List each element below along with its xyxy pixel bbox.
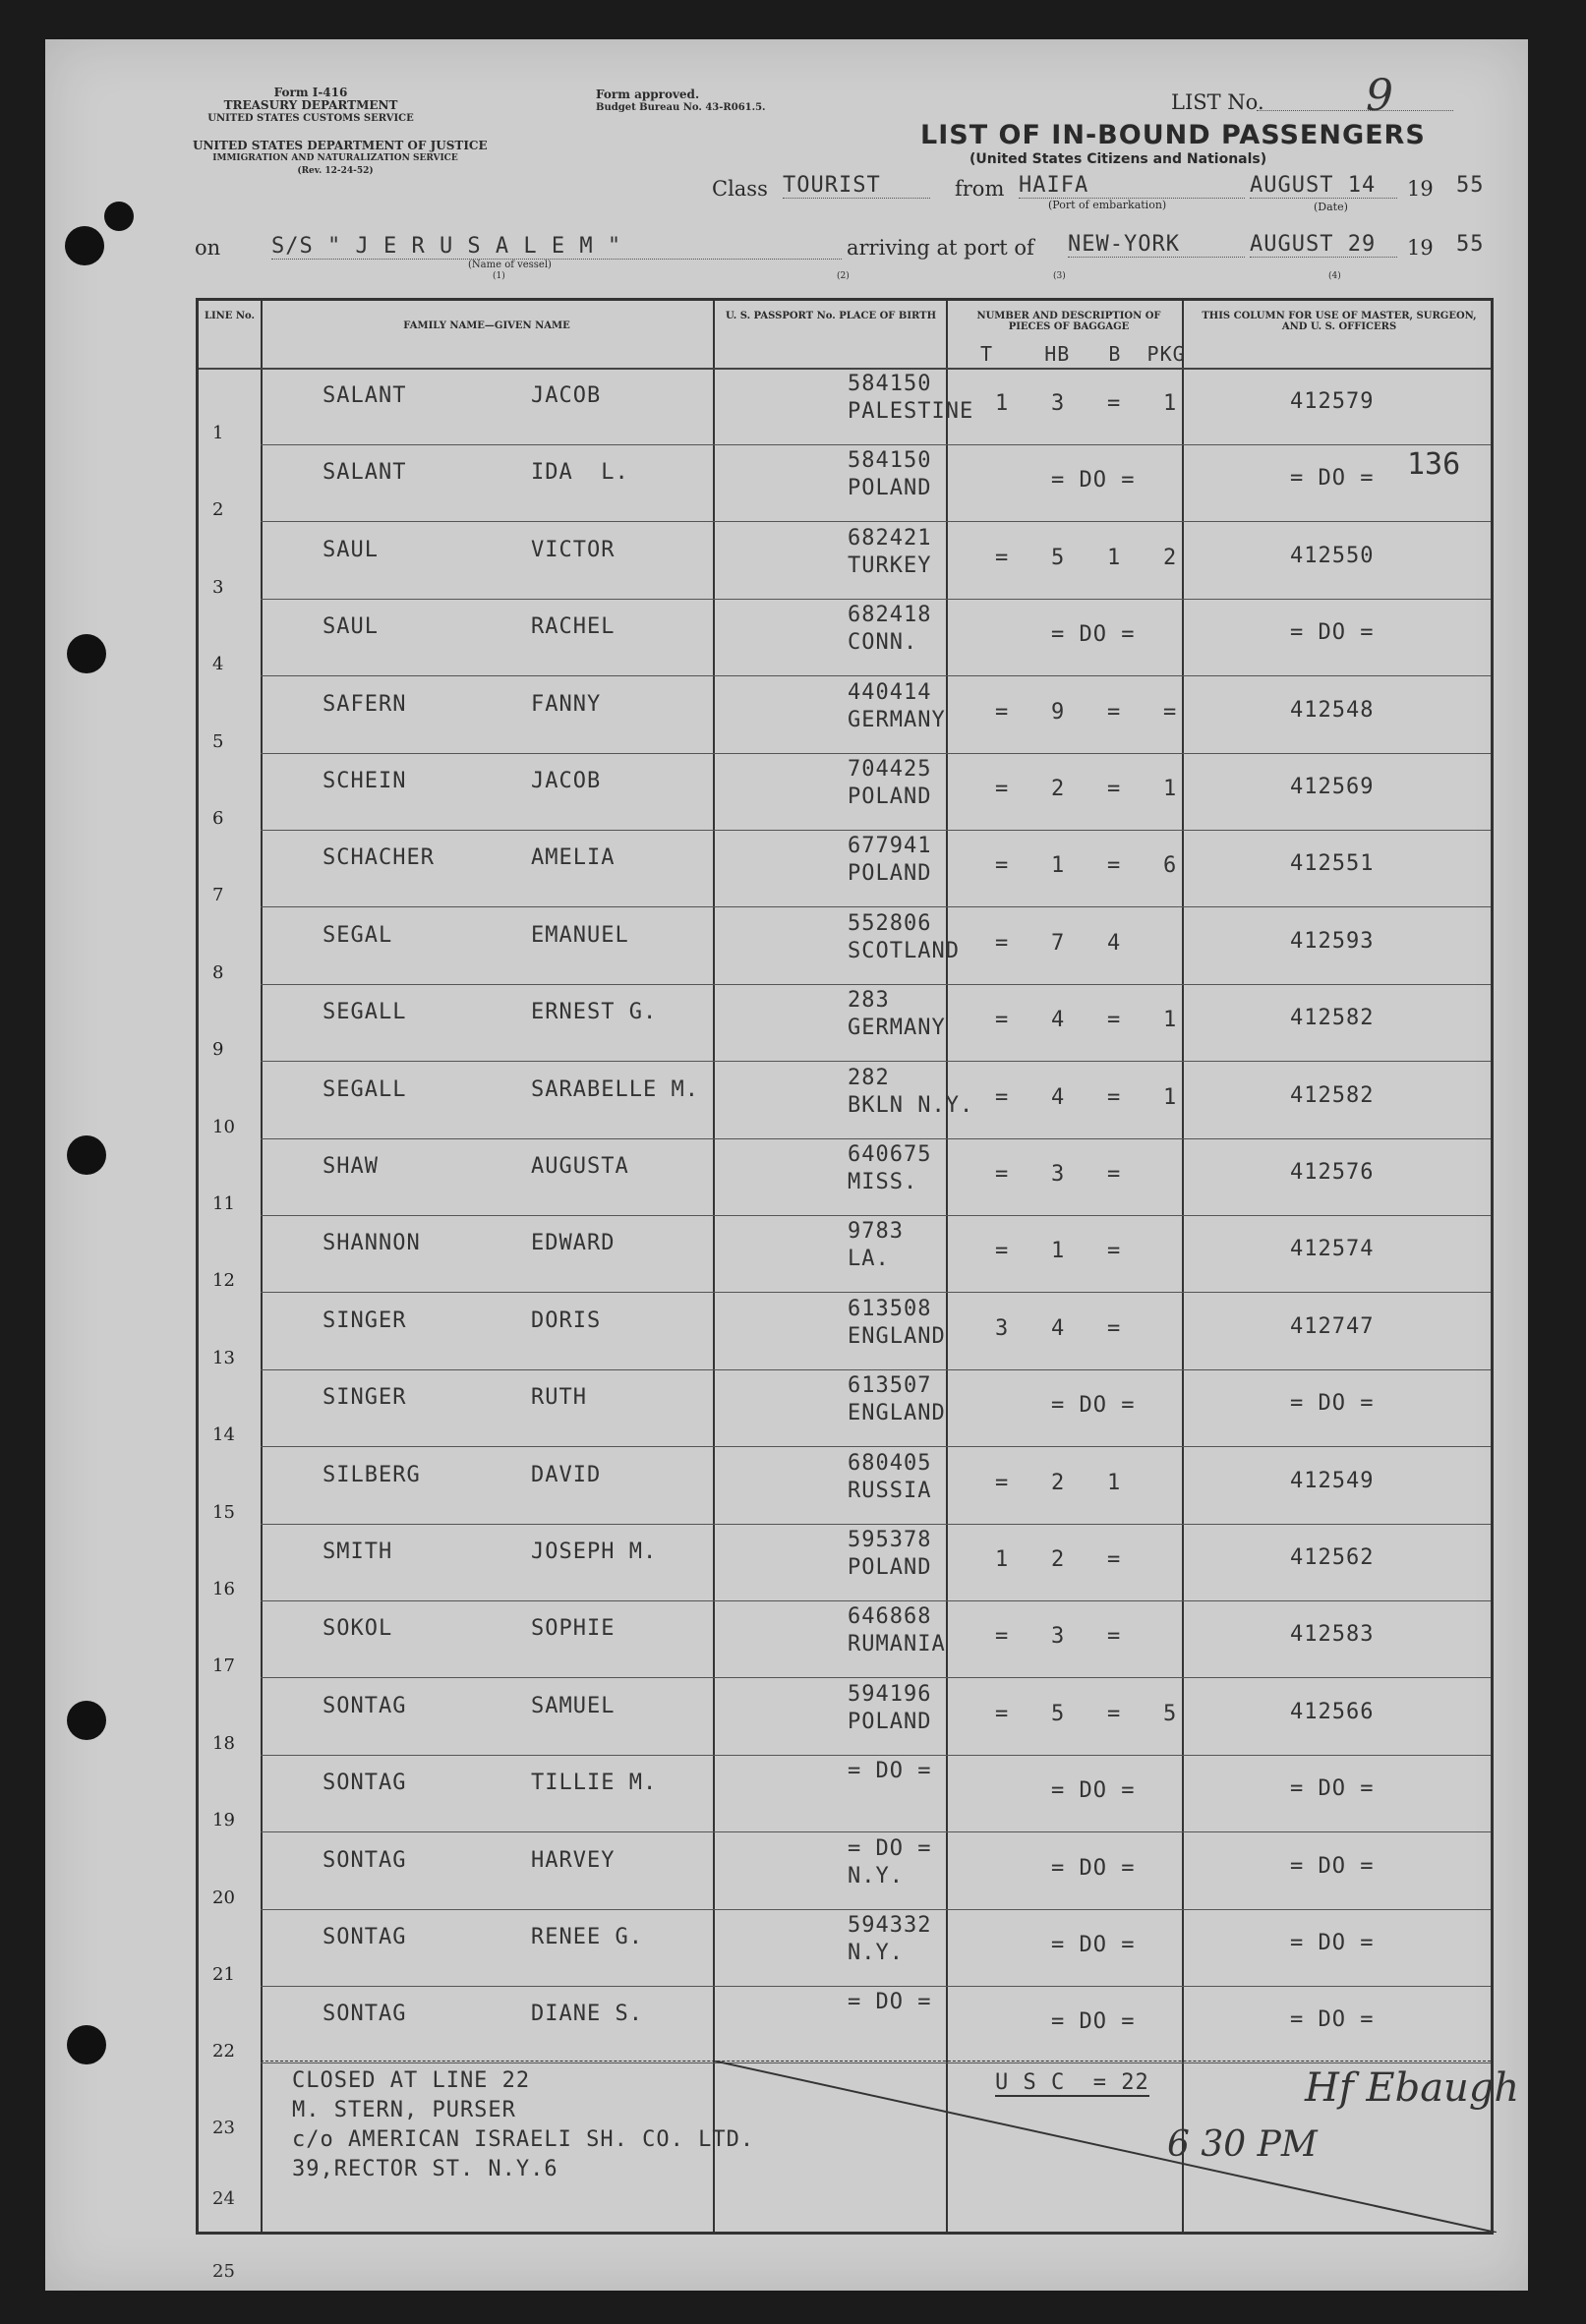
family-name: SONTAG: [323, 1693, 407, 1718]
justice-header: [193, 139, 488, 178]
line-number: 8: [212, 961, 224, 983]
family-name: SOKOL: [323, 1616, 393, 1642]
family-name: SALANT: [323, 383, 407, 408]
given-name: FANNY: [531, 691, 602, 717]
vessel-caption: (Name of vessel): [468, 260, 552, 270]
page-title: LIST OF IN-BOUND PASSENGERS: [920, 120, 1426, 150]
given-name: RUTH: [531, 1385, 587, 1411]
place-of-birth: N.Y.: [848, 1863, 904, 1888]
given-name: IDA L.: [531, 460, 629, 486]
table-row: [199, 1911, 1491, 1986]
family-name: SINGER: [323, 1385, 407, 1411]
closing-line-3: c/o AMERICAN ISRAELI SH. CO. LTD.: [292, 2127, 755, 2152]
punch-hole: [67, 1135, 106, 1175]
table-row: [199, 601, 1491, 675]
passport-number: 9783: [848, 1219, 904, 1245]
line-number: 15: [212, 1501, 235, 1523]
row-divider: [261, 1138, 1491, 1139]
place-of-birth: ENGLAND: [848, 1323, 946, 1349]
officer-number: 412550: [1290, 543, 1375, 568]
line-number: 18: [212, 1732, 235, 1754]
officer-number: = DO =: [1290, 466, 1375, 492]
given-name: SAMUEL: [531, 1693, 616, 1718]
passport-number: 594332: [848, 1913, 932, 1938]
date-caption: (Date): [1314, 201, 1348, 213]
col-head-baggage-sub: T HB B PKG: [980, 342, 1186, 366]
passport-number: 595378: [848, 1528, 932, 1552]
document-page: [45, 39, 1528, 2291]
line-number: 7: [212, 885, 224, 906]
officer-number: 412548: [1290, 697, 1375, 723]
place-of-birth: BKLN N.Y.: [848, 1092, 974, 1118]
line-number: 24: [212, 2188, 235, 2209]
baggage-description: = DO =: [995, 622, 1136, 648]
row-divider: [261, 1369, 1491, 1370]
line-number: 19: [212, 1810, 235, 1831]
place-of-birth: PALESTINE: [848, 399, 974, 424]
row-divider: [261, 753, 1491, 754]
col-num-2: (2): [837, 271, 850, 281]
line-number: 25: [212, 2261, 235, 2282]
row-divider: [261, 444, 1491, 445]
closing-diagonal: [713, 2061, 1497, 2233]
officer-number: = DO =: [1290, 1391, 1375, 1417]
row-divider: [261, 521, 1491, 522]
baggage-description: = 5 = 5: [995, 1701, 1178, 1726]
given-name: DIANE S.: [531, 2002, 643, 2027]
rev-label: (Rev. 12-24-52): [297, 166, 374, 176]
approved-label: Form approved.: [596, 87, 700, 101]
passport-number: 682418: [848, 603, 932, 628]
from-label: from: [955, 177, 1005, 201]
family-name: SCHACHER: [323, 845, 435, 871]
table-row: [199, 1680, 1491, 1755]
col-num-3: (3): [1053, 271, 1066, 281]
col-head-line: LINE No.: [204, 311, 256, 321]
row-divider: [261, 830, 1491, 831]
table-row: [199, 986, 1491, 1061]
table-row: [199, 1526, 1491, 1600]
family-name: SONTAG: [323, 1925, 407, 1949]
baggage-description: 3 4 =: [995, 1315, 1122, 1341]
baggage-description: = 9 = =: [995, 699, 1178, 725]
given-name: DAVID: [531, 1462, 602, 1487]
line-number: 4: [212, 654, 224, 675]
row-divider: [261, 1292, 1491, 1293]
line-number: 2: [212, 499, 224, 521]
passport-number: 677941: [848, 834, 932, 859]
line-number: 21: [212, 1964, 235, 1985]
place-of-birth: RUMANIA: [848, 1632, 946, 1657]
table-row: [199, 1988, 1491, 2063]
place-of-birth: TURKEY: [848, 552, 932, 578]
page-subtitle: (United States Citizens and Nationals): [969, 151, 1267, 167]
officer-number: = DO =: [1290, 1853, 1375, 1879]
line-number: 20: [212, 1887, 235, 1908]
officer-number: 412551: [1290, 851, 1375, 877]
row-divider: [261, 675, 1491, 676]
passport-number: 440414: [848, 679, 932, 705]
officer-number: = DO =: [1290, 1931, 1375, 1955]
arriving-label: arriving at port of: [847, 236, 1034, 260]
punch-hole: [67, 1701, 106, 1740]
passport-number: 282: [848, 1065, 890, 1090]
given-name: ERNEST G.: [531, 1000, 658, 1025]
given-name: RENEE G.: [531, 1925, 643, 1949]
line-number: 3: [212, 576, 224, 598]
table-row: [199, 1064, 1491, 1138]
list-no-label: LIST No.: [1171, 90, 1264, 114]
line-number: 16: [212, 1579, 235, 1599]
port-value: NEW-YORK: [1068, 232, 1245, 258]
baggage-description: = DO =: [995, 1933, 1136, 1957]
officer-number: 412582: [1290, 1082, 1375, 1108]
usc-total: U S C = 22: [995, 2070, 1149, 2095]
row-divider: [261, 1677, 1491, 1678]
place-of-birth: GERMANY: [848, 1016, 946, 1041]
vessel-value: S/S " J E R U S A L E M ": [271, 234, 842, 260]
place-of-birth: POLAND: [848, 1709, 932, 1734]
baggage-description: 1 3 = 1: [995, 391, 1178, 416]
family-name: SMITH: [323, 1540, 393, 1564]
officer-number: 412583: [1290, 1622, 1375, 1648]
baggage-description: = DO =: [995, 1855, 1136, 1881]
line-number: 1: [212, 423, 224, 443]
place-of-birth: POLAND: [848, 1555, 932, 1580]
line-number: 17: [212, 1656, 235, 1677]
row-divider: [261, 1831, 1491, 1832]
baggage-description: = DO =: [995, 1393, 1136, 1419]
row-divider: [261, 1755, 1491, 1756]
col-head-officers: THIS COLUMN FOR USE OF MASTER, SURGEON, AND U. S. OFFICERS: [1202, 311, 1477, 332]
place-of-birth: N.Y.: [848, 1941, 904, 1965]
officer-number: 412574: [1290, 1237, 1375, 1262]
baggage-description: = 2 1: [995, 1470, 1122, 1495]
form-number: Form I-416: [273, 86, 348, 99]
line-number: 22: [212, 2041, 235, 2063]
given-name: TILLIE M.: [531, 1771, 658, 1796]
customs-label: UNITED STATES CUSTOMS SERVICE: [207, 113, 414, 124]
row-divider: [261, 906, 1491, 907]
given-name: JOSEPH M.: [531, 1540, 658, 1564]
row-divider: [261, 1524, 1491, 1525]
class-value: TOURIST: [783, 173, 930, 199]
line-number: 14: [212, 1424, 235, 1446]
family-name: SINGER: [323, 1307, 407, 1333]
form-approved: [596, 88, 766, 114]
baggage-description: 1 2 =: [995, 1547, 1122, 1572]
officer-number: 412747: [1290, 1313, 1375, 1339]
place-of-birth: POLAND: [848, 861, 932, 887]
line-number: 13: [212, 1347, 235, 1368]
officer-number: = DO =: [1290, 1776, 1375, 1802]
given-name: SARABELLE M.: [531, 1076, 699, 1102]
row-divider: [261, 1061, 1491, 1062]
officer-number: 412576: [1290, 1160, 1375, 1185]
row-divider: [261, 1986, 1491, 1987]
row-divider: [261, 599, 1491, 600]
passport-number: 613508: [848, 1296, 932, 1321]
date1-value: AUGUST 14: [1250, 173, 1397, 199]
table-row: [199, 755, 1491, 830]
passport-number: = DO =: [848, 1835, 932, 1861]
officer-signature: Hf Ebaugh: [1305, 2065, 1520, 2111]
baggage-description: = DO =: [995, 1778, 1136, 1804]
table-row: [199, 1295, 1491, 1369]
table-row: [199, 446, 1491, 521]
passport-number: 594196: [848, 1681, 932, 1707]
family-name: SAUL: [323, 614, 379, 640]
passport-number: 682421: [848, 525, 932, 551]
line-number: 12: [212, 1270, 235, 1292]
passport-number: 704425: [848, 757, 932, 782]
place-of-birth: MISS.: [848, 1170, 918, 1194]
passport-number: 640675: [848, 1142, 932, 1167]
baggage-description: = 3 =: [995, 1162, 1122, 1187]
justice-label: UNITED STATES DEPARTMENT OF JUSTICE: [193, 139, 488, 152]
year-prefix-2: 19: [1407, 236, 1434, 260]
baggage-description: = 1 =: [995, 1239, 1122, 1264]
officer-number: = DO =: [1290, 2007, 1375, 2033]
family-name: SONTAG: [323, 2002, 407, 2027]
place-of-birth: POLAND: [848, 784, 932, 809]
punch-hole: [67, 2025, 106, 2064]
table-row: [199, 524, 1491, 599]
treasury-label: TREASURY DEPARTMENT: [223, 98, 398, 112]
given-name: RACHEL: [531, 614, 616, 640]
baggage-description: = 4 = 1: [995, 1008, 1178, 1033]
given-name: JACOB: [531, 769, 602, 793]
passport-number: 552806: [848, 910, 932, 936]
table-row: [199, 678, 1491, 753]
table-row: [199, 1140, 1491, 1215]
list-no-value: 9: [1366, 71, 1393, 121]
place-of-birth: ENGLAND: [848, 1401, 946, 1426]
ins-label: IMMIGRATION AND NATURALIZATION SERVICE: [212, 153, 458, 163]
line-number: 23: [212, 2118, 235, 2138]
place-of-birth: POLAND: [848, 476, 932, 501]
family-name: SILBERG: [323, 1462, 421, 1487]
officer-number: 412579: [1290, 389, 1375, 414]
embark-caption: (Port of embarkation): [1048, 199, 1167, 211]
given-name: DORIS: [531, 1307, 602, 1333]
closing-line-2: M. STERN, PURSER: [292, 2098, 516, 2122]
line-number: 11: [212, 1193, 235, 1214]
table-row: [199, 1757, 1491, 1831]
passport-number: 613507: [848, 1373, 932, 1399]
line-number: 9: [212, 1039, 224, 1061]
count-annotation: 136: [1407, 447, 1461, 482]
col-num-1: (1): [493, 271, 505, 281]
officer-number: 412562: [1290, 1545, 1375, 1570]
family-name: SCHEIN: [323, 769, 407, 793]
class-label: Class: [712, 177, 768, 201]
given-name: VICTOR: [531, 537, 616, 562]
family-name: SHAW: [323, 1154, 379, 1179]
punch-hole: [104, 202, 134, 231]
passenger-table: [196, 298, 1520, 2282]
closing-line-1: CLOSED AT LINE 22: [292, 2068, 531, 2093]
family-name: SHANNON: [323, 1231, 421, 1256]
date2-value: AUGUST 29: [1250, 232, 1397, 258]
table-row: [199, 1834, 1491, 1909]
table-row: [199, 370, 1491, 444]
closing-line-4: 39,RECTOR ST. N.Y.6: [292, 2157, 558, 2181]
row-divider: [261, 984, 1491, 985]
family-name: SAUL: [323, 537, 379, 562]
place-of-birth: GERMANY: [848, 707, 946, 732]
col-head-name: FAMILY NAME—GIVEN NAME: [403, 320, 570, 331]
year-prefix-1: 19: [1407, 177, 1434, 201]
passport-number: 646868: [848, 1604, 932, 1630]
line-number: 5: [212, 730, 224, 752]
family-name: SALANT: [323, 460, 407, 486]
col-num-4: (4): [1328, 271, 1341, 281]
passport-number: = DO =: [848, 1990, 932, 2015]
row-divider: [261, 1215, 1491, 1216]
officer-number: 412566: [1290, 1699, 1375, 1724]
table-row: [199, 1449, 1491, 1524]
passport-number: 584150: [848, 372, 932, 396]
time-annotation: 6 30 PM: [1167, 2124, 1318, 2165]
table-row: [199, 832, 1491, 906]
officer-number: 412593: [1290, 928, 1375, 954]
baggage-description: = 3 =: [995, 1624, 1122, 1650]
line-number: 6: [212, 808, 224, 829]
baggage-description: = DO =: [995, 468, 1136, 494]
officer-number: 412582: [1290, 1006, 1375, 1031]
form-header-left: [193, 87, 429, 125]
passport-number: = DO =: [848, 1759, 932, 1784]
family-name: SAFERN: [323, 691, 407, 717]
year1-value: 55: [1456, 173, 1485, 198]
given-name: AUGUSTA: [531, 1154, 629, 1179]
on-label: on: [195, 236, 221, 260]
family-name: SEGALL: [323, 1076, 407, 1102]
table-row: [199, 1371, 1491, 1446]
passport-number: 680405: [848, 1450, 932, 1476]
from-value: HAIFA: [1019, 173, 1245, 199]
family-name: SONTAG: [323, 1771, 407, 1796]
baggage-description: = 5 1 2: [995, 545, 1178, 570]
punch-hole: [67, 634, 106, 673]
passport-number: 584150: [848, 448, 932, 474]
place-of-birth: RUSSIA: [848, 1478, 932, 1503]
given-name: AMELIA: [531, 845, 616, 871]
row-divider: [261, 1446, 1491, 1447]
baggage-description: = 7 4: [995, 930, 1122, 956]
officer-number: 412569: [1290, 775, 1375, 799]
place-of-birth: CONN.: [848, 630, 918, 656]
baggage-description: = 1 = 6: [995, 853, 1178, 879]
officer-number: 412549: [1290, 1468, 1375, 1493]
given-name: EMANUEL: [531, 922, 629, 948]
row-divider: [261, 1600, 1491, 1601]
budget-label: Budget Bureau No. 43-R061.5.: [596, 102, 766, 113]
family-name: SONTAG: [323, 1847, 407, 1873]
passport-number: 283: [848, 988, 890, 1014]
table-row: [199, 1217, 1491, 1292]
baggage-description: = DO =: [995, 2009, 1136, 2035]
given-name: SOPHIE: [531, 1616, 616, 1642]
list-no-line: [1257, 110, 1453, 111]
year2-value: 55: [1456, 232, 1485, 257]
family-name: SEGALL: [323, 1000, 407, 1025]
col-head-passport: U. S. PASSPORT No. PLACE OF BIRTH: [725, 311, 937, 321]
place-of-birth: SCOTLAND: [848, 938, 960, 963]
given-name: JACOB: [531, 383, 602, 408]
line-number: 10: [212, 1116, 235, 1137]
officer-number: = DO =: [1290, 620, 1375, 646]
table-row: [199, 909, 1491, 984]
family-name: SEGAL: [323, 922, 393, 948]
baggage-description: = 4 = 1: [995, 1084, 1178, 1110]
baggage-description: = 2 = 1: [995, 777, 1178, 801]
punch-hole: [65, 226, 104, 265]
table-row: [199, 1602, 1491, 1677]
row-divider: [261, 1909, 1491, 1910]
place-of-birth: LA.: [848, 1247, 890, 1272]
given-name: EDWARD: [531, 1231, 616, 1256]
col-head-baggage: NUMBER AND DESCRIPTION OF PIECES OF BAGGAGE: [976, 311, 1161, 332]
given-name: HARVEY: [531, 1847, 616, 1873]
